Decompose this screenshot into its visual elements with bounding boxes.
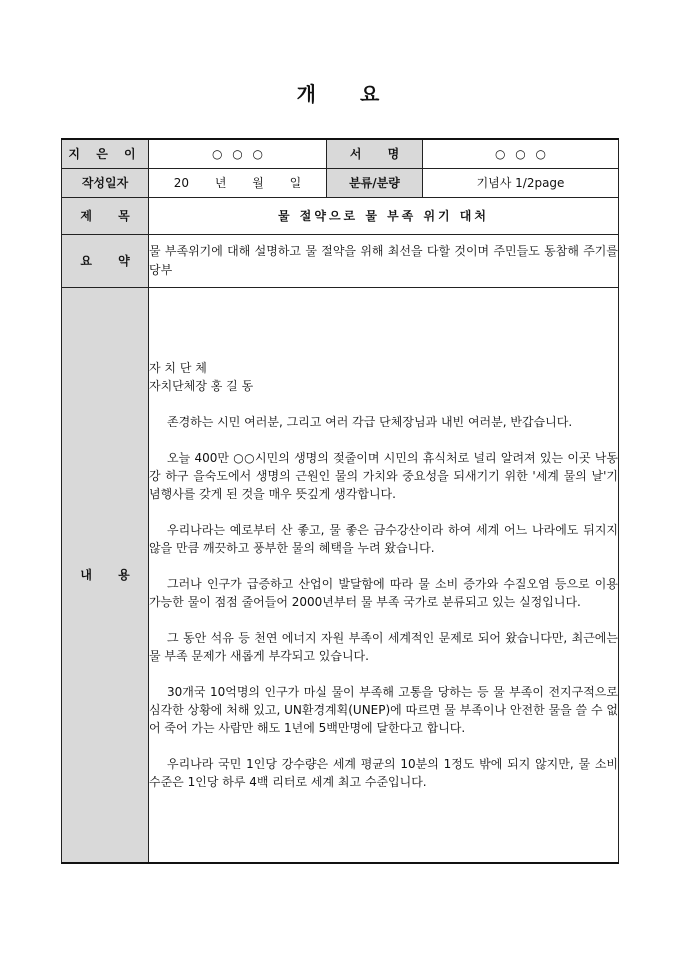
greeting-line-speaker: 자치단체장 홍 길 동 [149, 378, 254, 393]
content-row [62, 287, 619, 863]
category-value[interactable]: 기념사 1/2page [423, 168, 619, 197]
greeting-block [149, 359, 618, 395]
content-paragraph-4: 그러나 인구가 급증하고 산업이 발달함에 따라 물 소비 증가와 수질오염 등으로 이용 가능한 물이 점점 줄어들어 2000년부터 물 부족 국가로 분류되고 있는 실정입니다. [149, 576, 618, 609]
date-row [62, 168, 619, 197]
content-paragraph-5: 그 동안 석유 등 천연 에너지 자원 부족이 세계적인 문제로 되어 왔습니다만, 최근에는 물 부족 문제가 새롭게 부각되고 있습니다. [149, 630, 618, 663]
summary-label: 요 약 [80, 254, 130, 268]
content-paragraph-6: 30개국 10억명의 인구가 마실 물이 부족해 고통을 당하는 등 물 부족이 전지구적으로 심각한 상황에 처해 있고, UN환경계획(UNEP)에 따르면 물 부족이나 안전한 물을 쓸 수 없어 죽어 가는 사람만 해도 1년에 5백만명에 달한다고 합니다. [149, 684, 618, 735]
greeting-line-organization: 자 치 단 체 [149, 360, 207, 375]
subject-label: 제 목 [80, 209, 130, 223]
author-label: 지 은 이 [68, 147, 142, 162]
date-label: 작성일자 [62, 168, 149, 197]
page-title [0, 78, 680, 107]
subject-row [62, 197, 619, 234]
subject-label-cell [62, 197, 149, 234]
summary-label-cell [62, 234, 149, 287]
signature-label: 서 명 [349, 147, 400, 162]
page-title-first: 개 [296, 82, 320, 106]
content-label-cell [62, 287, 149, 863]
content-paragraph-7: 우리나라 국민 1인당 강수량은 세계 평균의 10분의 1정도 밖에 되지 않지만, 물 소비 수준은 1인당 하루 4백 리터로 세계 최고 수준입니다. [149, 756, 618, 789]
signature-value[interactable]: ○ ○ ○ [423, 139, 619, 168]
content-paragraph-2: 오늘 400만 ○○시민의 생명의 젖줄이며 시민의 휴식처로 널리 알려져 있는 이곳 낙동강 하구 을숙도에서 생명의 근원인 물의 가치와 중요성을 되새기기 위한 '세계 물의 날'기념행사를 갖게 된 것을 매우 뜻깊게 생각합니다. [149, 450, 618, 501]
content-paragraph-3: 우리나라는 예로부터 산 좋고, 물 좋은 금수강산이라 하여 세계 어느 나라에도 뒤지지 않을 만큼 깨끗하고 풍부한 물의 혜택을 누려 왔습니다. [149, 522, 618, 555]
author-value[interactable]: ○ ○ ○ [149, 139, 327, 168]
page-title-second: 요 [360, 82, 384, 106]
content-body[interactable] [149, 287, 619, 863]
overview-form-table [61, 138, 619, 864]
content-label: 내 용 [80, 568, 130, 583]
author-row [62, 139, 619, 168]
author-label-cell [62, 139, 149, 168]
summary-value[interactable]: 물 부족위기에 대해 설명하고 물 절약을 위해 최선을 다할 것이며 주민들도 동참해 주기를 당부 [149, 234, 619, 287]
date-value[interactable]: 20 년 월 일 [149, 168, 327, 197]
category-label: 분류/분량 [327, 168, 423, 197]
content-paragraph-1: 존경하는 시민 여러분, 그리고 여러 각급 단체장님과 내빈 여러분, 반갑습니다. [167, 414, 573, 429]
subject-value[interactable]: 물 절약으로 물 부족 위기 대처 [149, 197, 619, 234]
signature-label-cell [327, 139, 423, 168]
summary-row [62, 234, 619, 287]
